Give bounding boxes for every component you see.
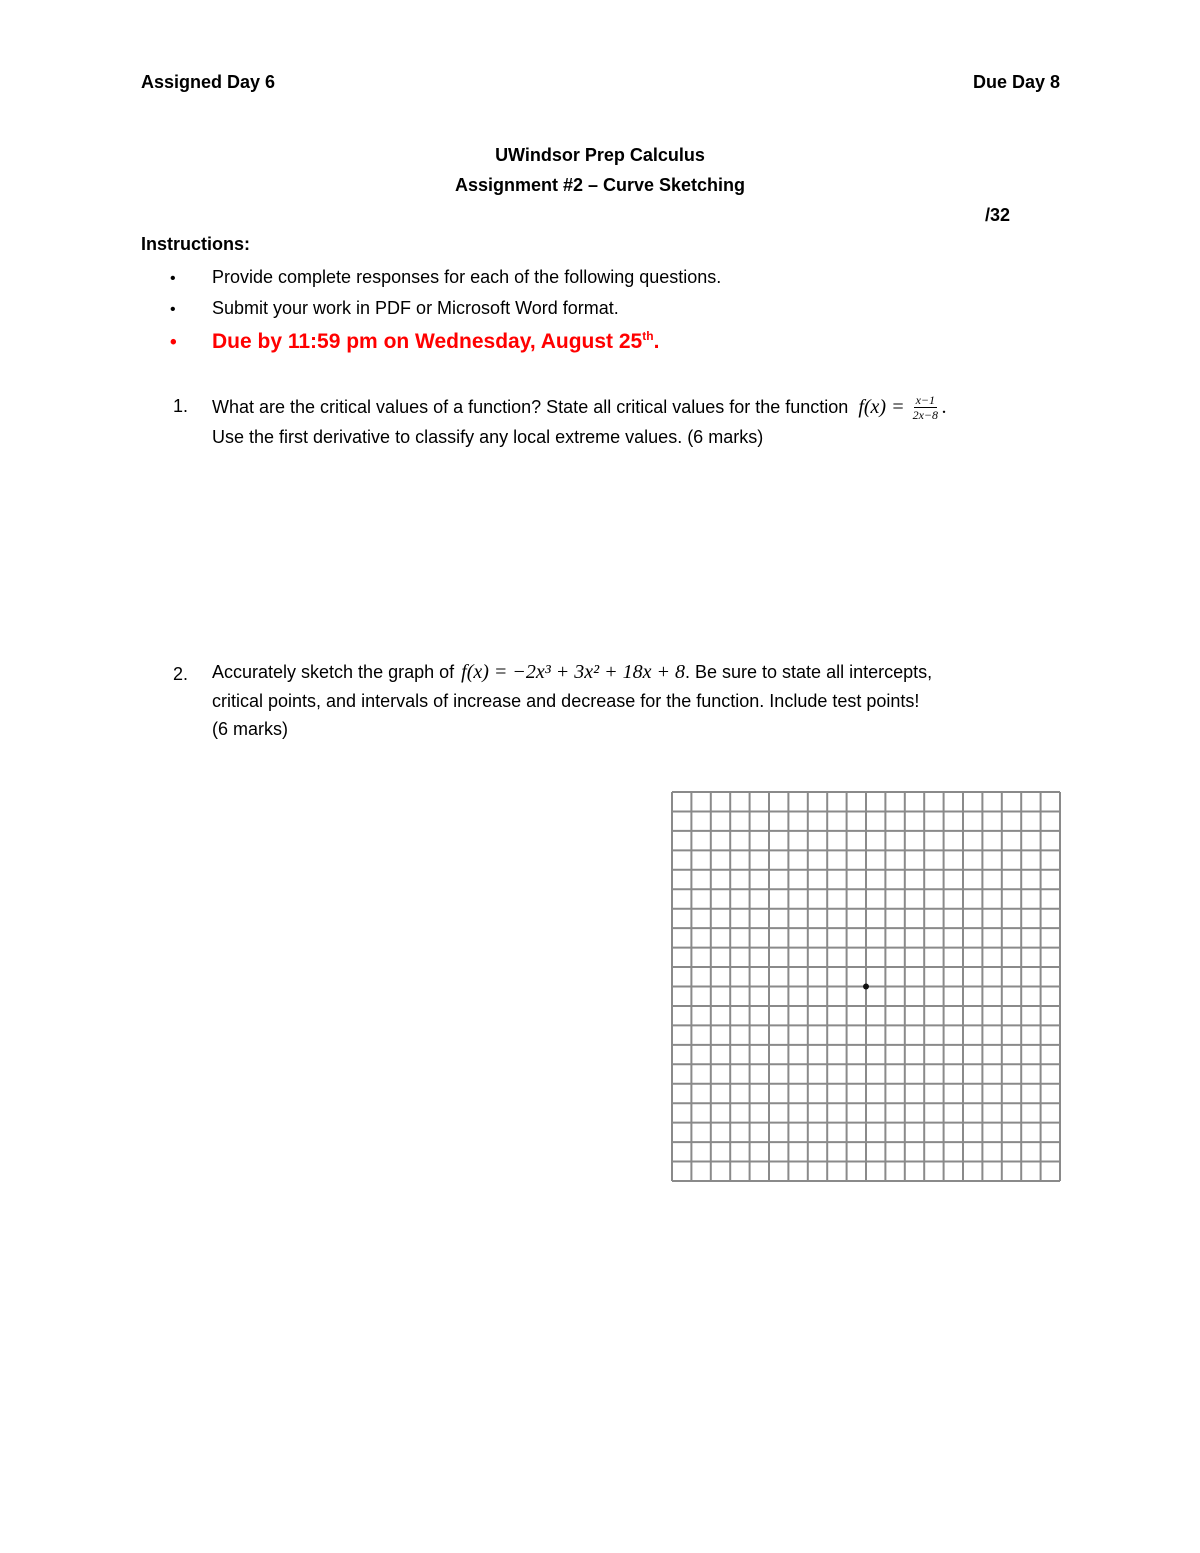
- fraction-numerator: x−1: [915, 393, 936, 407]
- bullet-icon: •: [170, 270, 176, 287]
- question-2-text-end: . Be sure to state all intercepts,: [685, 662, 933, 682]
- question-1-text: What are the critical values of a function? State all critical values for the function: [212, 397, 849, 417]
- due-date-text: Due by 11:59 pm on Wednesday, August 25th.: [212, 329, 660, 353]
- question-1-function-lhs: f(x) =: [858, 396, 905, 418]
- assigned-day: Assigned Day 6: [141, 72, 276, 92]
- question-1-number: 1.: [173, 396, 189, 416]
- instruction-text: Provide complete responses for each of the following questions.: [212, 267, 722, 287]
- due-date-item: [170, 329, 659, 354]
- question-2-line-1: [212, 661, 932, 684]
- instruction-item: [170, 267, 721, 288]
- question-2-equation: f(x) = −2x³ + 3x² + 18x + 8: [461, 661, 685, 683]
- question-1-line-1: [212, 393, 947, 422]
- question-1-period: .: [942, 396, 948, 418]
- graph-paper: [670, 790, 1062, 1183]
- instruction-item: [170, 298, 619, 319]
- due-day: Due Day 8: [972, 72, 1060, 92]
- assignment-title: Assignment #2 – Curve Sketching: [454, 175, 746, 195]
- question-1-fraction: [911, 393, 940, 422]
- bullet-icon: •: [170, 332, 177, 353]
- course-title: UWindsor Prep Calculus: [495, 145, 705, 165]
- question-2-text: Accurately sketch the graph of: [212, 662, 455, 682]
- instruction-text: Submit your work in PDF or Microsoft Word format.: [212, 298, 619, 318]
- question-2-line-2: critical points, and intervals of increase and decrease for the function. Include test points!: [212, 691, 920, 711]
- origin-dot: [863, 984, 869, 990]
- question-2-number: 2.: [173, 664, 189, 684]
- question-2-line-3: (6 marks): [212, 719, 288, 739]
- total-score: /32: [985, 205, 1011, 225]
- bullet-icon: •: [170, 301, 176, 318]
- instructions-label: Instructions:: [141, 234, 251, 254]
- fraction-denominator: 2x−8: [912, 408, 939, 422]
- question-1-line-2: Use the first derivative to classify any local extreme values. (6 marks): [212, 427, 764, 447]
